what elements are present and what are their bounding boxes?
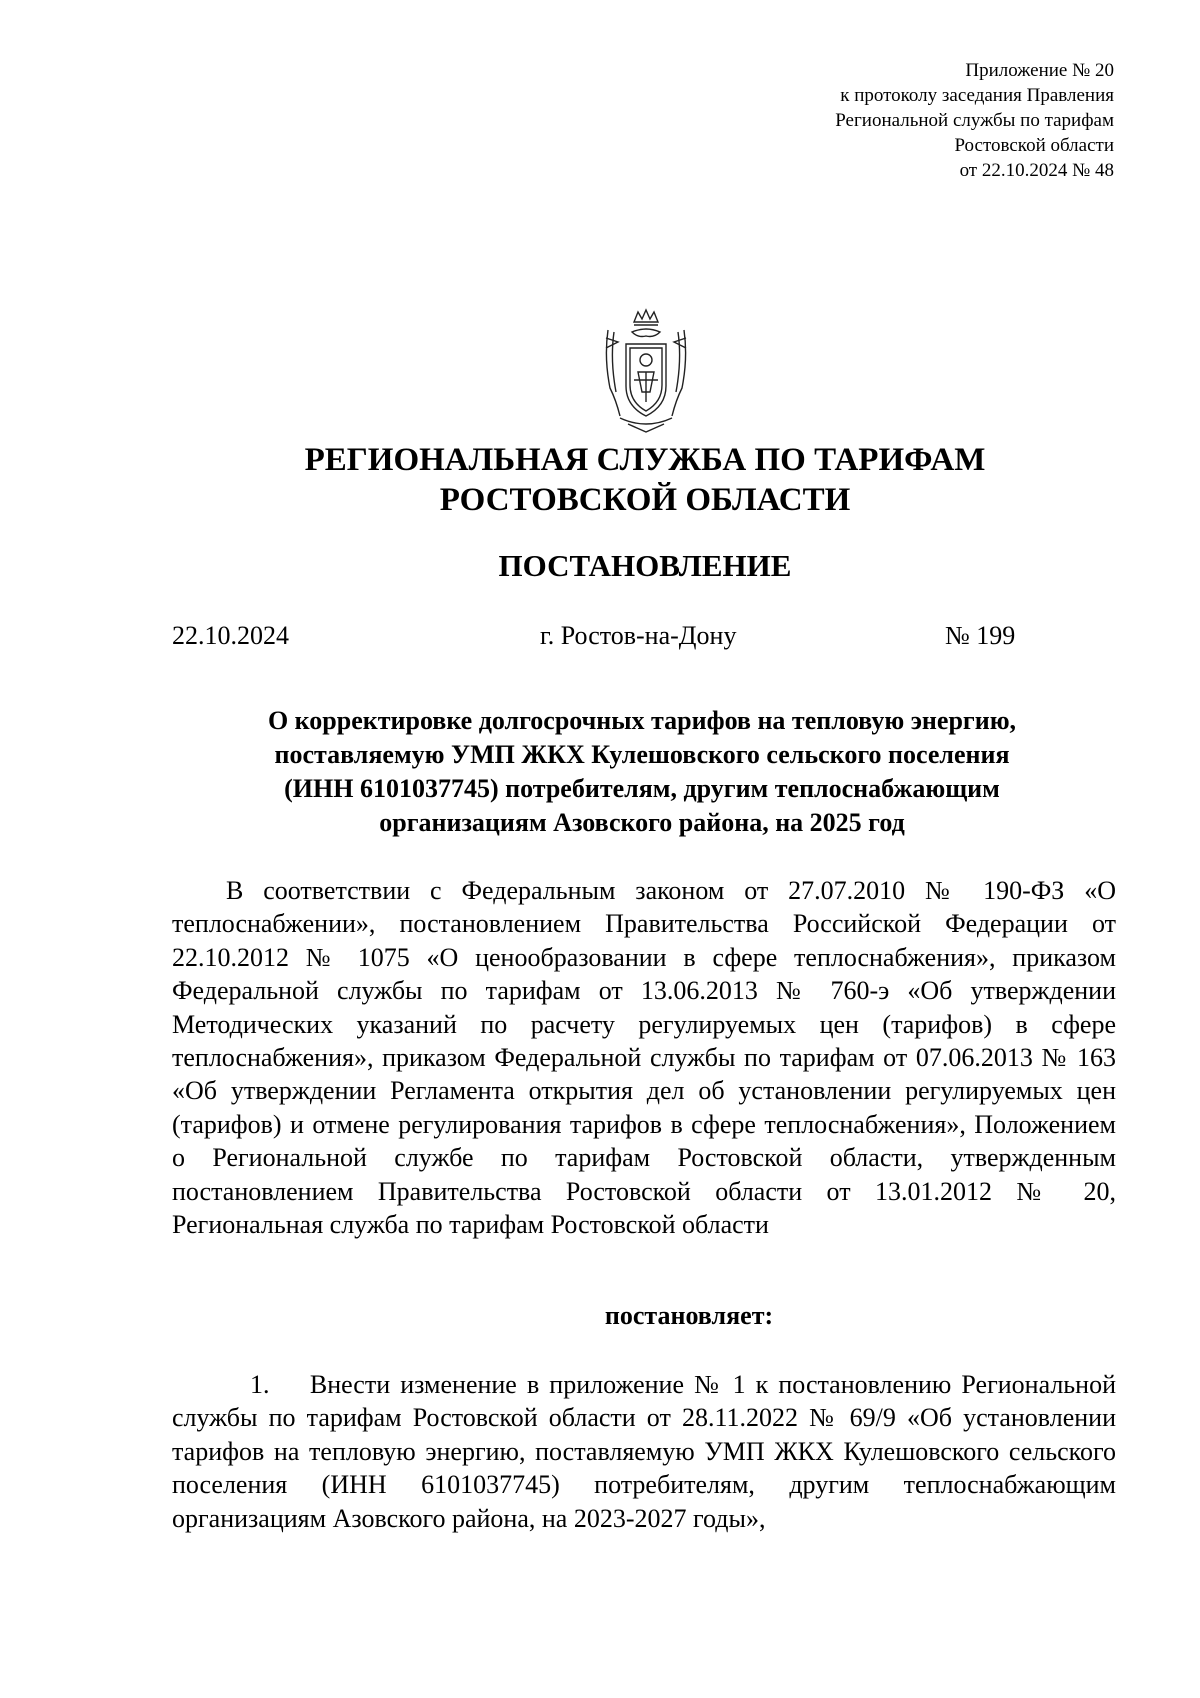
appendix-note: [835, 58, 1114, 183]
decree-item-1: 1. Внести изменение в приложение № 1 к постановлению Региональной службы по тарифам Ростовской области от 28.11.2022 № 69/9 «Об установлении тарифов на тепловую энергию, поставляемую УМП ЖКХ Кулешовского сельского поселения (ИНН 6101037745) потребителям, другим теплоснабжающим организациям Азовского района, на 2023-2027 годы»,: [172, 1370, 1116, 1533]
document-type-heading: ПОСТАНОВЛЕНИЕ: [498, 548, 792, 583]
subject-line: (ИНН 6101037745) потребителям, другим теплоснабжающим: [284, 774, 1000, 803]
subject-line: организациям Азовского района, на 2025 год: [379, 808, 905, 837]
decree-date: 22.10.2024: [172, 621, 289, 650]
organization-title: [45, 440, 1200, 520]
subject-line: поставляемую УМП ЖКХ Кулешовского сельского поселения: [274, 740, 1010, 769]
organization-title-line: РЕГИОНАЛЬНАЯ СЛУЖБА ПО ТАРИФАМ: [304, 442, 986, 478]
decree-city: г. Ростов-на-Дону: [540, 621, 737, 650]
coat-of-arms-icon: [598, 308, 694, 436]
appendix-line: Ростовской области: [954, 135, 1114, 156]
resolves-heading: постановляет:: [604, 1301, 774, 1330]
appendix-line: Региональной службы по тарифам: [835, 110, 1114, 131]
decree-number: № 199: [945, 621, 1016, 650]
decree-subject: [172, 704, 1112, 840]
preamble-paragraph: В соответствии с Федеральным законом от 27.07.2010 № 190-ФЗ «О теплоснабжении», постановлением Правительства Российской Федерации от 22.10.2012 № 1075 «О ценообразовании в сфере теплоснабжения», приказом Федеральной службы по тарифам от 13.06.2013 № 760-э «Об утверждении Методических указаний по расчету регулируемых цен (тарифов) в сфере теплоснабжения», приказом Федеральной службы по тарифам от 07.06.2013 № 163 «Об утверждении Регламента открытия дел об установлении регулируемых цен (тарифов) и отмене регулирования тарифов в сфере теплоснабжения», Положением о Региональной службе по тарифам Ростовской области, утвержденным постановлением Правительства Ростовской области от 13.01.2012 № 20, Региональная служба по тарифам Ростовской области: [172, 876, 1116, 1240]
organization-title-line: РОСТОВСКОЙ ОБЛАСТИ: [439, 482, 851, 518]
appendix-line: от 22.10.2024 № 48: [959, 160, 1114, 181]
appendix-line: Приложение № 20: [965, 60, 1114, 81]
appendix-line: к протоколу заседания Правления: [840, 85, 1114, 106]
subject-line: О корректировке долгосрочных тарифов на тепловую энергию,: [267, 706, 1017, 735]
